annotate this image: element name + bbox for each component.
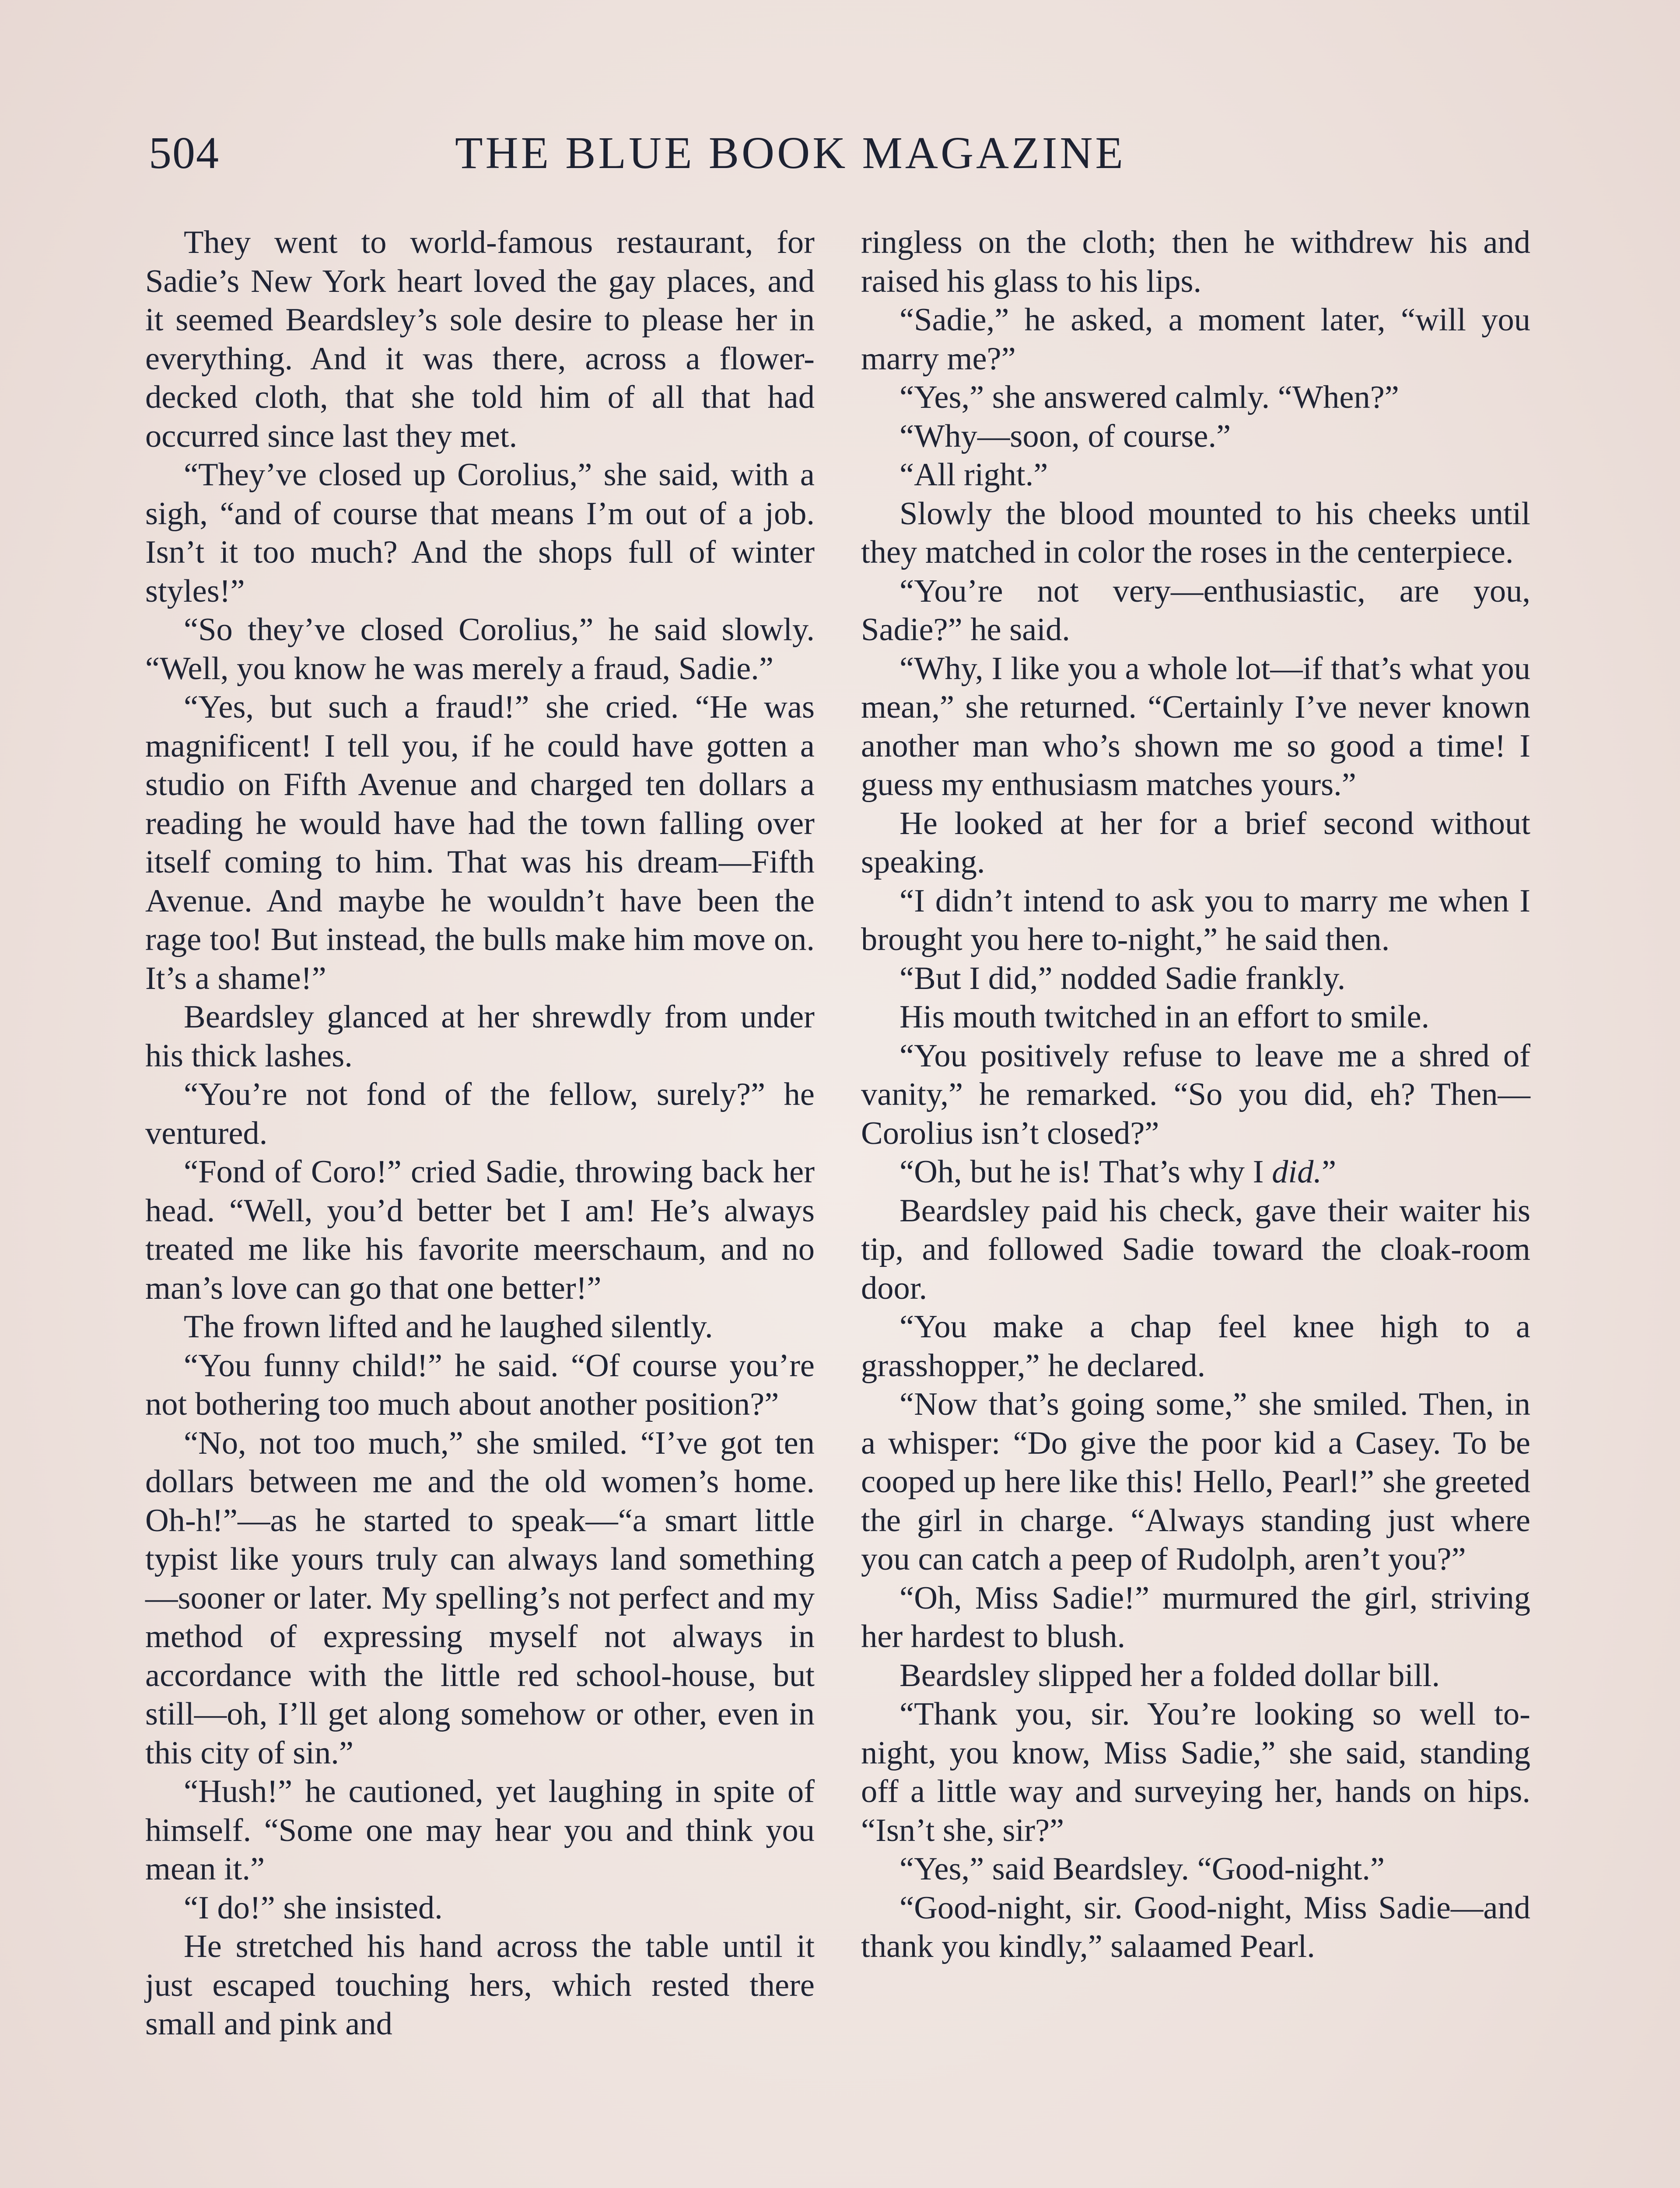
paragraph: “Fond of Coro!” cried Sadie, throwing back her head. “Well, you’d better bet I am! He’s always treated me like his favorite meerschaum, and no man’s love can go that one better!” [145, 1154, 815, 1306]
paragraph: “Yes, but such a fraud!” she cried. “He was magnificent! I tell you, if he could have gotten a studio on Fifth Avenue and charged ten dollars a reading he would have had the town falling over itself coming to him. That was his dream—Fifth Avenue. And maybe he wouldn’t have been the rage too! But instead, the bulls make him move on. It’s a shame!” [145, 689, 815, 996]
paragraph: “You positively refuse to leave me a shred of vanity,” he remarked. “So you did, eh? Then—Corolius isn’t closed?” [861, 1038, 1530, 1151]
paragraph: “I do!” she insisted. [184, 1890, 443, 1926]
right-column [861, 223, 1530, 1966]
paragraph: “You’re not very—enthusiastic, are you, Sadie?” he said. [861, 573, 1530, 648]
paragraph: “All right.” [900, 457, 1048, 493]
paragraph: Beardsley slipped her a folded dollar bill. [900, 1657, 1440, 1694]
paragraph: “Thank you, sir. You’re looking so well to-night, you know, Miss Sadie,” she said, standing off a little way and surveying her, hands on hips. “Isn’t she, sir?” [861, 1696, 1530, 1848]
paragraph: “Sadie,” he asked, a moment later, “will you marry me?” [861, 302, 1530, 377]
paragraph: “I didn’t intend to ask you to marry me when I brought you here to-night,” he said then. [861, 883, 1530, 957]
left-column [145, 223, 815, 2044]
paragraph: His mouth twitched in an effort to smile. [900, 999, 1430, 1035]
page-number: 504 [149, 128, 220, 178]
did-line-emphasis: did. [1272, 1154, 1322, 1190]
did-line-before: “Oh, but he is! That’s why I [900, 1154, 1272, 1190]
paragraph: “Yes,” said Beardsley. “Good-night.” [900, 1851, 1385, 1887]
paragraph: “Hush!” he cautioned, yet laughing in spite of himself. “Some one may hear you and think you mean it.” [145, 1774, 815, 1887]
paragraph: “You make a chap feel knee high to a grasshopper,” he declared. [861, 1309, 1530, 1384]
paragraph: He stretched his hand across the table until it just escaped touching hers, which rested there small and pink and [145, 1929, 815, 2042]
page-header [149, 127, 1536, 188]
paragraph: “Good-night, sir. Good-night, Miss Sadie—and thank you kindly,” salaamed Pearl. [861, 1890, 1530, 1964]
paragraph: “So they’ve closed Corolius,” he said slowly. “Well, you know he was merely a fraud, Sadie.” [145, 612, 815, 687]
did-line-after: ” [1321, 1154, 1337, 1190]
paragraph: “Now that’s going some,” she smiled. Then, in a whisper: “Do give the poor kid a Casey. To be cooped up here like this! Hello, Pearl!” she greeted the girl in charge. “Always standing just where you can catch a peep of Rudolph, aren’t you?” [861, 1386, 1530, 1577]
paragraph: “Oh, Miss Sadie!” murmured the girl, striving her hardest to blush. [861, 1580, 1530, 1655]
paragraph: He looked at her for a brief second without speaking. [861, 805, 1530, 880]
paragraph-did [861, 1153, 1530, 1192]
paragraph: “Why, I like you a whole lot—if that’s what you mean,” she returned. “Certainly I’ve never known another man who’s shown me so good a time! I guess my enthusiasm matches yours.” [861, 650, 1530, 803]
paragraph: Beardsley paid his check, gave their waiter his tip, and followed Sadie toward the cloak-room door. [861, 1192, 1530, 1306]
paragraph: They went to world-famous restaurant, for Sadie’s New York heart loved the gay places, and it seemed Beardsley’s sole desire to please her in everything. And it was there, across a flower-decked cloth, that she told him of all that had occurred since last they met. [145, 224, 815, 454]
paragraph-continuation: ringless on the cloth; then he withdrew his and raised his glass to his lips. [861, 224, 1530, 299]
paragraph: Beardsley glanced at her shrewdly from under his thick lashes. [145, 999, 815, 1074]
running-head: THE BLUE BOOK MAGAZINE [455, 128, 1126, 178]
paragraph: “They’ve closed up Corolius,” she said, with a sigh, “and of course that means I’m out of a job. Isn’t it too much? And the shops full of winter styles!” [145, 457, 815, 609]
paragraph: The frown lifted and he laughed silently. [184, 1309, 713, 1345]
paragraph: “But I did,” nodded Sadie frankly. [900, 960, 1346, 996]
paragraph: “Yes,” she answered calmly. “When?” [900, 379, 1399, 415]
paragraph: “No, not too much,” she smiled. “I’ve got ten dollars between me and the old women’s home. Oh-h!”—as he started to speak—“a smart little typist like yours truly can always land something—sooner or later. My spelling’s not perfect and my method of expressing myself not always in accordance with the little red school-house, but still—oh, I’ll get along somehow or other, even in this city of sin.” [145, 1425, 815, 1771]
paragraph: “Why—soon, of course.” [900, 418, 1231, 454]
paragraph: “You funny child!” he said. “Of course you’re not bothering too much about another position?” [145, 1347, 815, 1422]
paragraph: Slowly the blood mounted to his cheeks until they matched in color the roses in the centerpiece. [861, 495, 1530, 570]
paragraph: “You’re not fond of the fellow, surely?” he ventured. [145, 1076, 815, 1151]
